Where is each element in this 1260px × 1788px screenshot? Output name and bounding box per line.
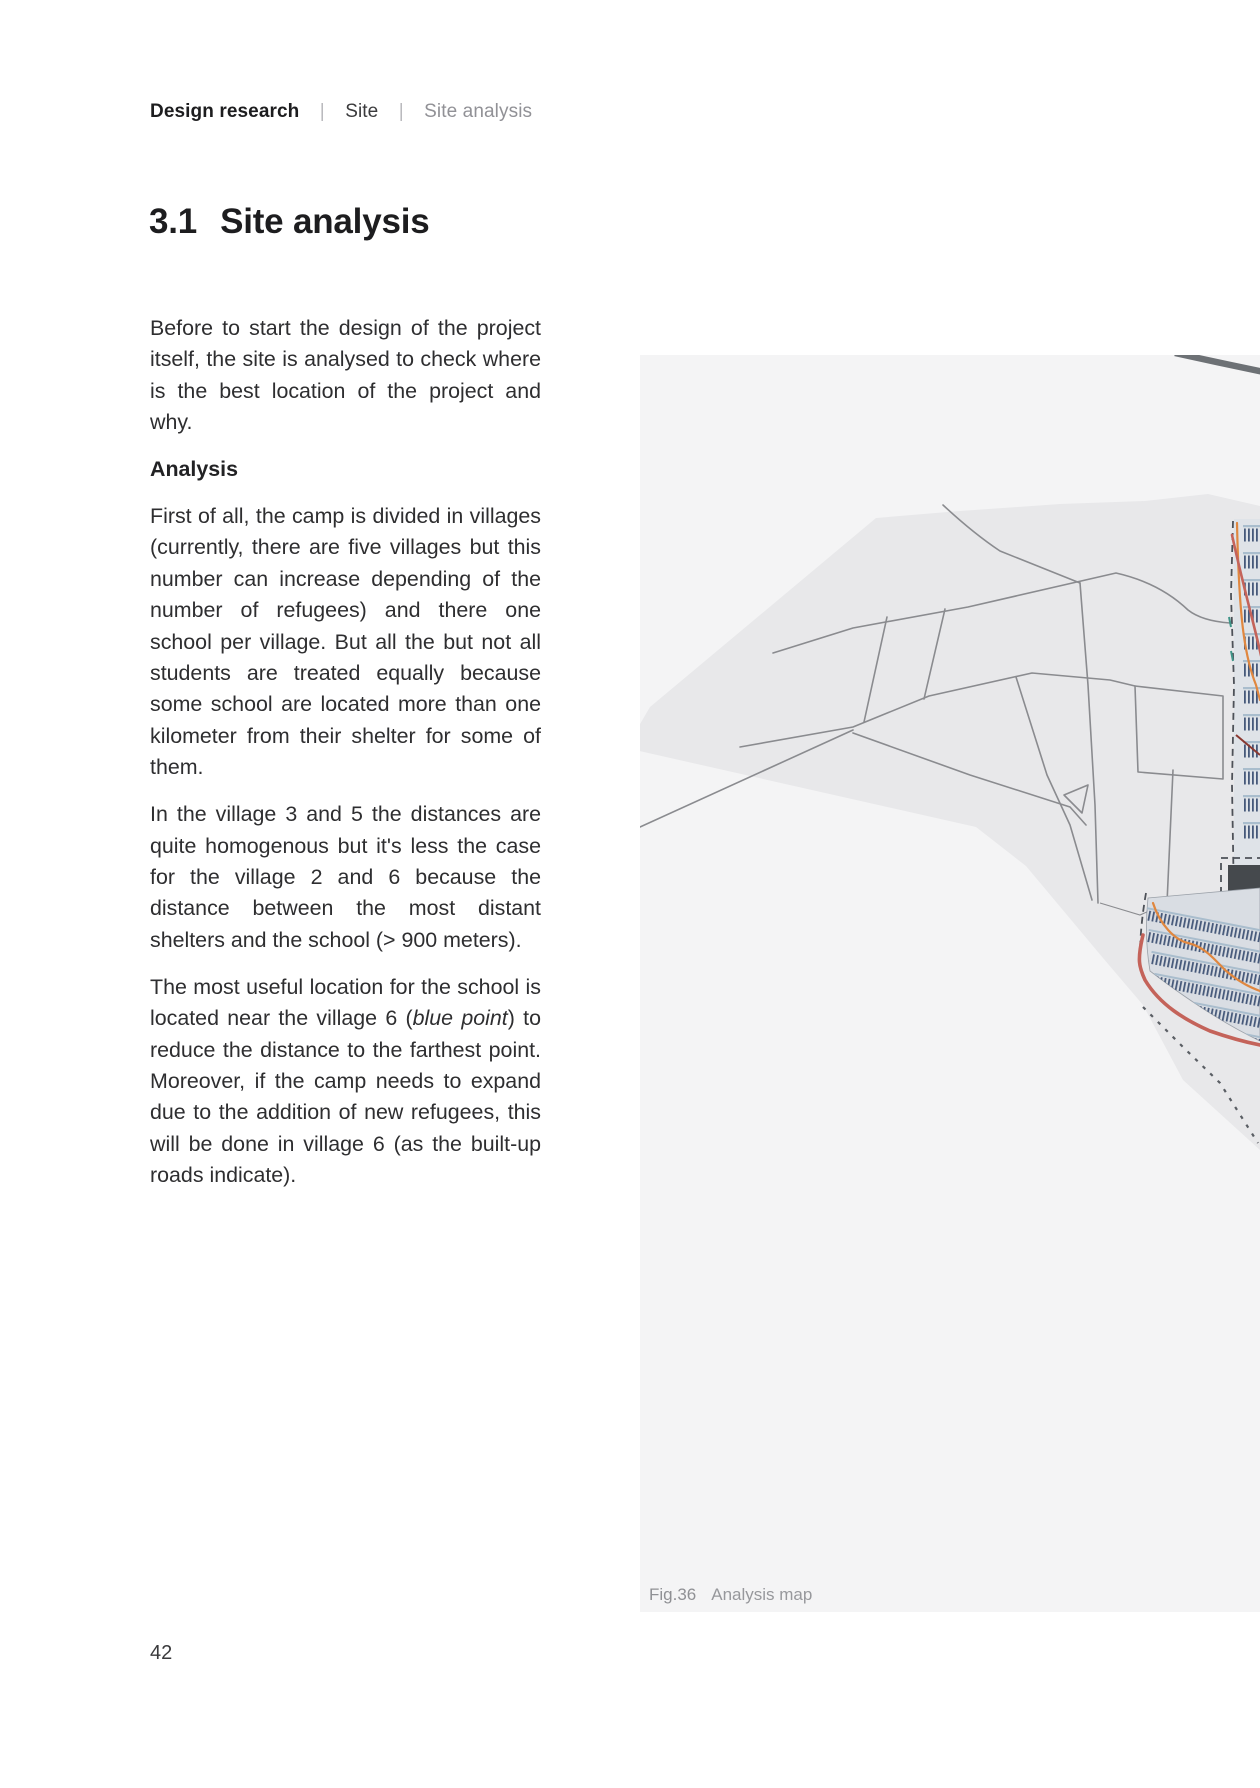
breadcrumb bbox=[150, 101, 532, 123]
major-road bbox=[1175, 355, 1260, 372]
analysis-paragraph-1: First of all, the camp is divided in villages (currently, there are five villages but this number can increase depending of the number of refugees) and there one school per village. But all the but not all students are treated equally because some school are located more than one kilometer from their shelter for some of them. bbox=[150, 504, 541, 780]
camp-land-area bbox=[640, 494, 1260, 1150]
paragraph-3-text: The most useful location for the school is located near the village 6 ( bbox=[150, 974, 541, 1031]
breadcrumb-separator: | bbox=[398, 101, 404, 122]
body-text-column bbox=[150, 313, 541, 1192]
breadcrumb-current[interactable]: Site analysis bbox=[424, 101, 533, 122]
analysis-subheading: Analysis bbox=[150, 457, 238, 482]
breadcrumb-section[interactable]: Design research bbox=[150, 101, 300, 122]
paragraph-3-italic-text: blue point bbox=[412, 1006, 508, 1031]
figure-caption-text: Analysis map bbox=[711, 1585, 813, 1604]
page-title bbox=[149, 202, 430, 242]
intro-paragraph: Before to start the design of the project itself, the site is analysed to check where is the best location of the project and why. bbox=[150, 316, 541, 435]
breadcrumb-separator: | bbox=[319, 101, 325, 122]
section-title: Site analysis bbox=[220, 202, 430, 241]
analysis-map-figure bbox=[640, 355, 1260, 1612]
figure-caption-label: Fig.36 bbox=[649, 1585, 697, 1604]
figure-caption bbox=[649, 1585, 812, 1605]
analysis-paragraph-3 bbox=[150, 972, 541, 1192]
page-number: 42 bbox=[150, 1642, 173, 1664]
breadcrumb-subsection[interactable]: Site bbox=[345, 101, 379, 122]
paragraph-3-text: ) to reduce the distance to the farthest point. Moreover, if the camp needs to expand due to the addition of new refugees, this will be done in village 6 (as the built-up roads indicate). bbox=[150, 1006, 541, 1188]
section-number: 3.1 bbox=[149, 202, 198, 241]
analysis-map-graphic bbox=[640, 355, 1260, 1612]
analysis-paragraph-2: In the village 3 and 5 the distances are quite homogenous but it's less the case for the village 2 and 6 because the distance between the most distant shelters and the school (> 900 meters). bbox=[150, 802, 541, 952]
